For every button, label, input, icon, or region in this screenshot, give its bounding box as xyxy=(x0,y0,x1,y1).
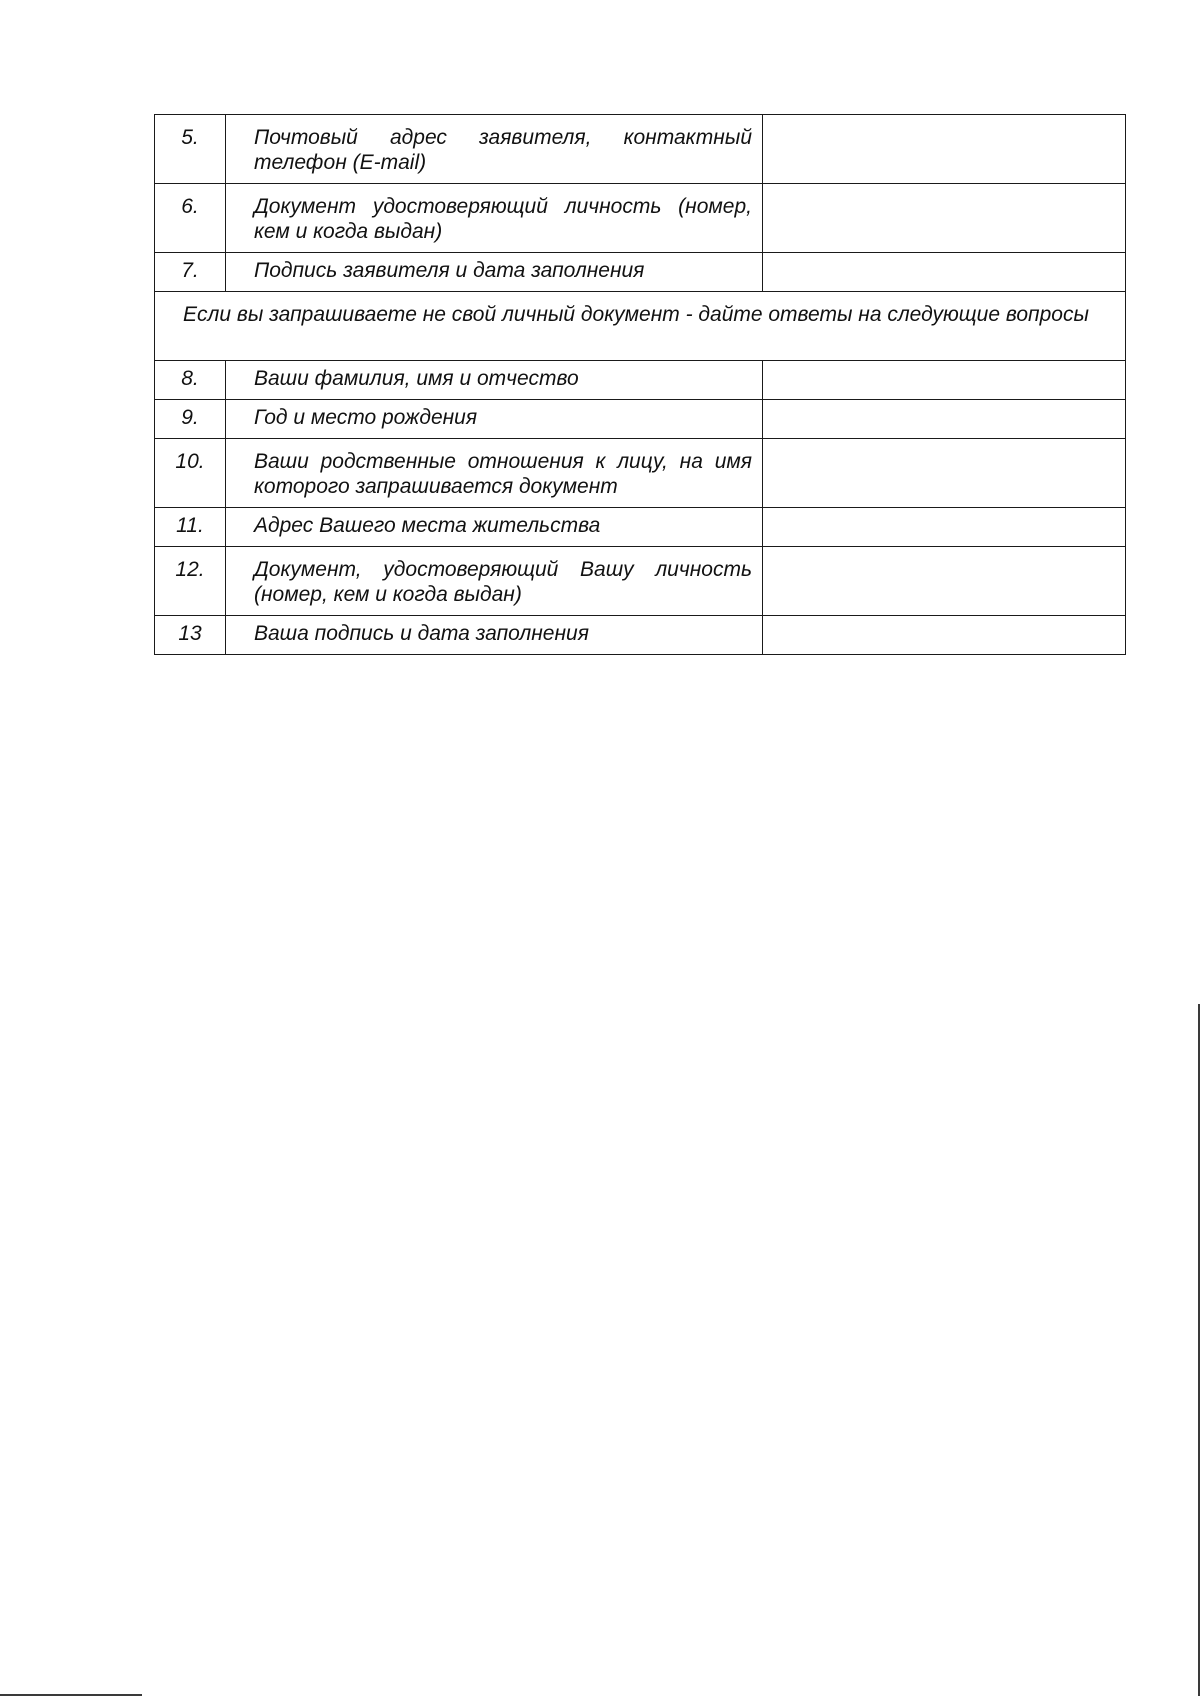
row-label: Год и место рождения xyxy=(226,400,763,439)
row-label: Ваши родственные отношения к лицу, на имя которого запрашивается документ xyxy=(226,439,763,508)
row-label: Документ, удостоверяющий Вашу личность (номер, кем и когда выдан) xyxy=(226,547,763,616)
instruction-note: Если вы запрашиваете не свой личный документ - дайте ответы на следующие вопросы xyxy=(155,292,1126,361)
form-row-10 xyxy=(155,439,1126,508)
answer-cell-applicant-signature[interactable] xyxy=(763,253,1126,292)
row-label: Адрес Вашего места жительства xyxy=(226,508,763,547)
row-label: Ваша подпись и дата заполнения xyxy=(226,616,763,655)
row-label: Ваши фамилия, имя и отчество xyxy=(226,361,763,400)
answer-cell-postal-address[interactable] xyxy=(763,115,1126,184)
form-row-9 xyxy=(155,400,1126,439)
form-row-7 xyxy=(155,253,1126,292)
answer-cell-birth-year-place[interactable] xyxy=(763,400,1126,439)
answer-cell-identity-document[interactable] xyxy=(763,184,1126,253)
row-number: 5. xyxy=(155,115,226,184)
row-number: 8. xyxy=(155,361,226,400)
answer-cell-relationship[interactable] xyxy=(763,439,1126,508)
form-row-11 xyxy=(155,508,1126,547)
answer-cell-your-identity-document[interactable] xyxy=(763,547,1126,616)
row-number: 6. xyxy=(155,184,226,253)
answer-cell-residence-address[interactable] xyxy=(763,508,1126,547)
form-row-5 xyxy=(155,115,1126,184)
row-label: Документ удостоверяющий личность (номер, кем и когда выдан) xyxy=(226,184,763,253)
form-note-row xyxy=(155,292,1126,361)
row-number: 9. xyxy=(155,400,226,439)
row-number: 12. xyxy=(155,547,226,616)
row-number: 11. xyxy=(155,508,226,547)
row-number: 10. xyxy=(155,439,226,508)
answer-cell-full-name[interactable] xyxy=(763,361,1126,400)
form-row-8 xyxy=(155,361,1126,400)
form-row-13 xyxy=(155,616,1126,655)
row-label: Почтовый адрес заявителя, контактный телефон (E-mail) xyxy=(226,115,763,184)
row-number: 13 xyxy=(155,616,226,655)
form-row-12 xyxy=(155,547,1126,616)
answer-cell-your-signature[interactable] xyxy=(763,616,1126,655)
row-number: 7. xyxy=(155,253,226,292)
form-row-6 xyxy=(155,184,1126,253)
row-label: Подпись заявителя и дата заполнения xyxy=(226,253,763,292)
request-form-table xyxy=(154,114,1126,655)
